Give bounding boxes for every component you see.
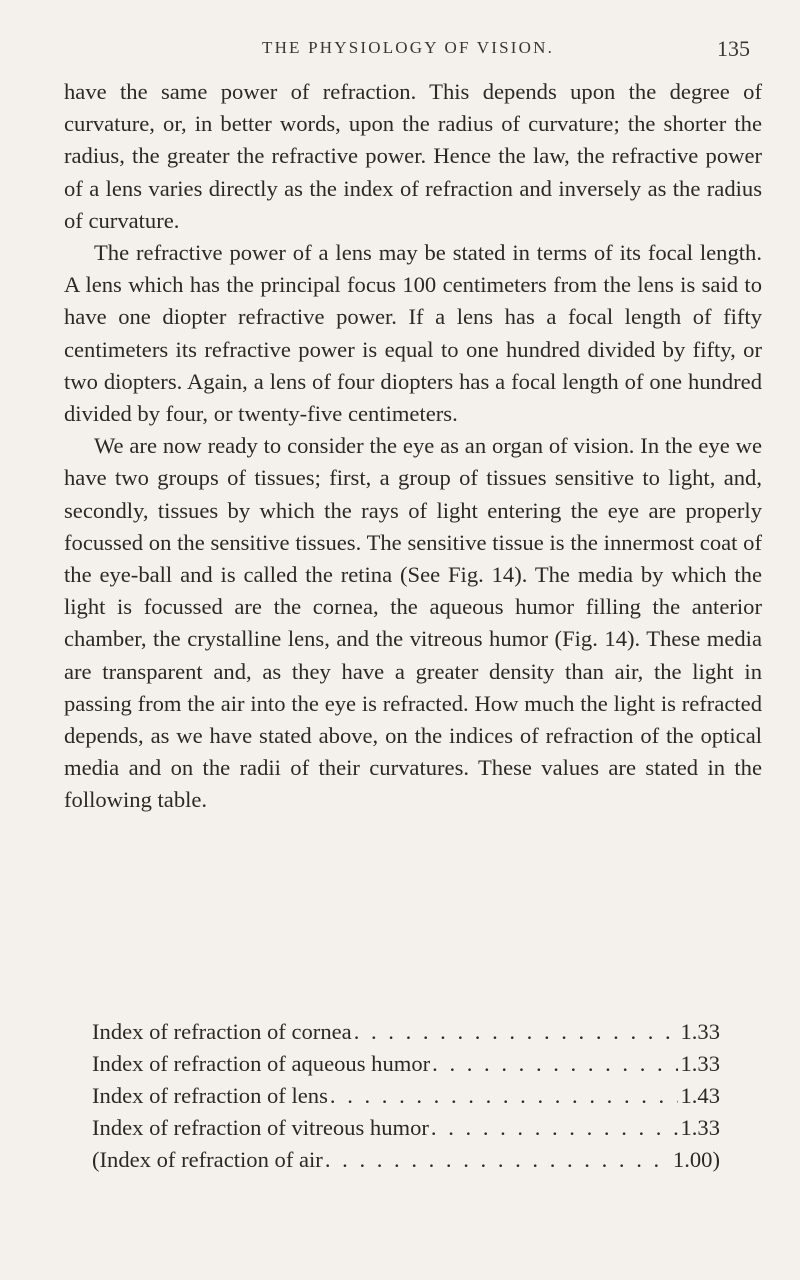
table-row-value: 1.00) bbox=[672, 1147, 720, 1172]
table-row-value: 1.33 bbox=[680, 1051, 720, 1076]
table-row bbox=[92, 1144, 720, 1176]
table-row-label: (Index of refraction of air bbox=[92, 1147, 323, 1172]
table-row bbox=[92, 1048, 720, 1080]
table-row-label: Index of refraction of lens bbox=[92, 1083, 328, 1108]
refraction-index-table bbox=[92, 1016, 720, 1176]
table-row-value: 1.33 bbox=[680, 1019, 720, 1044]
body-text bbox=[64, 76, 762, 817]
table-row-value: 1.33 bbox=[680, 1115, 720, 1140]
table-row-label: Index of refraction of vitreous humor bbox=[92, 1115, 429, 1140]
table-row-label: Index of refraction of cornea bbox=[92, 1019, 352, 1044]
paragraph: The refractive power of a lens may be stated in terms of its focal length. A lens which has the principal focus 100 centimeters from the lens is said to have one diopter refractive power. If a lens has a focal length of fifty centimeters its refractive power is equal to one hundred divided by fifty, or two diopters. Again, a lens of four diopters has a focal length of one hundred divided by four, or twenty-five centimeters. bbox=[64, 240, 762, 427]
table-row bbox=[92, 1080, 720, 1112]
page-number: 135 bbox=[717, 36, 750, 61]
dot-leader bbox=[325, 1144, 671, 1176]
table-row-value: 1.43 bbox=[680, 1083, 720, 1108]
dot-leader bbox=[431, 1112, 679, 1144]
dot-leader bbox=[432, 1048, 678, 1080]
table-row bbox=[92, 1112, 720, 1144]
paragraph: have the same power of refraction. This depends upon the degree of curvature, or, in better words, upon the radius of curvature; the shorter the radius, the greater the refractive power. Hence the law, the refractive power of a lens varies directly as the index of refraction and inversely as the radius of curvature. bbox=[64, 79, 762, 233]
table-row-label: Index of refraction of aqueous humor bbox=[92, 1051, 431, 1076]
dot-leader bbox=[330, 1080, 679, 1112]
table-row bbox=[92, 1016, 720, 1048]
dot-leader bbox=[354, 1016, 679, 1048]
running-head: THE PHYSIOLOGY OF VISION. bbox=[262, 38, 555, 57]
paragraph: We are now ready to consider the eye as an organ of vision. In the eye we have two groups of tissues; first, a group of tissues sensitive to light, and, secondly, tissues by which the rays of light entering the eye are properly focussed on the sensitive tissues. The sensitive tissue is the innermost coat of the eye-ball and is called the retina (See Fig. 14). The media by which the light is focussed are the cornea, the aqueous humor filling the anterior chamber, the crystalline lens, and the vitreous humor (Fig. 14). These media are transparent and, as they have a greater density than air, the light in passing from the air into the eye is refracted. How much the light is refracted depends, as we have stated above, on the indices of refraction of the optical media and on the radii of their curvatures. These values are stated in the following table. bbox=[64, 433, 762, 813]
